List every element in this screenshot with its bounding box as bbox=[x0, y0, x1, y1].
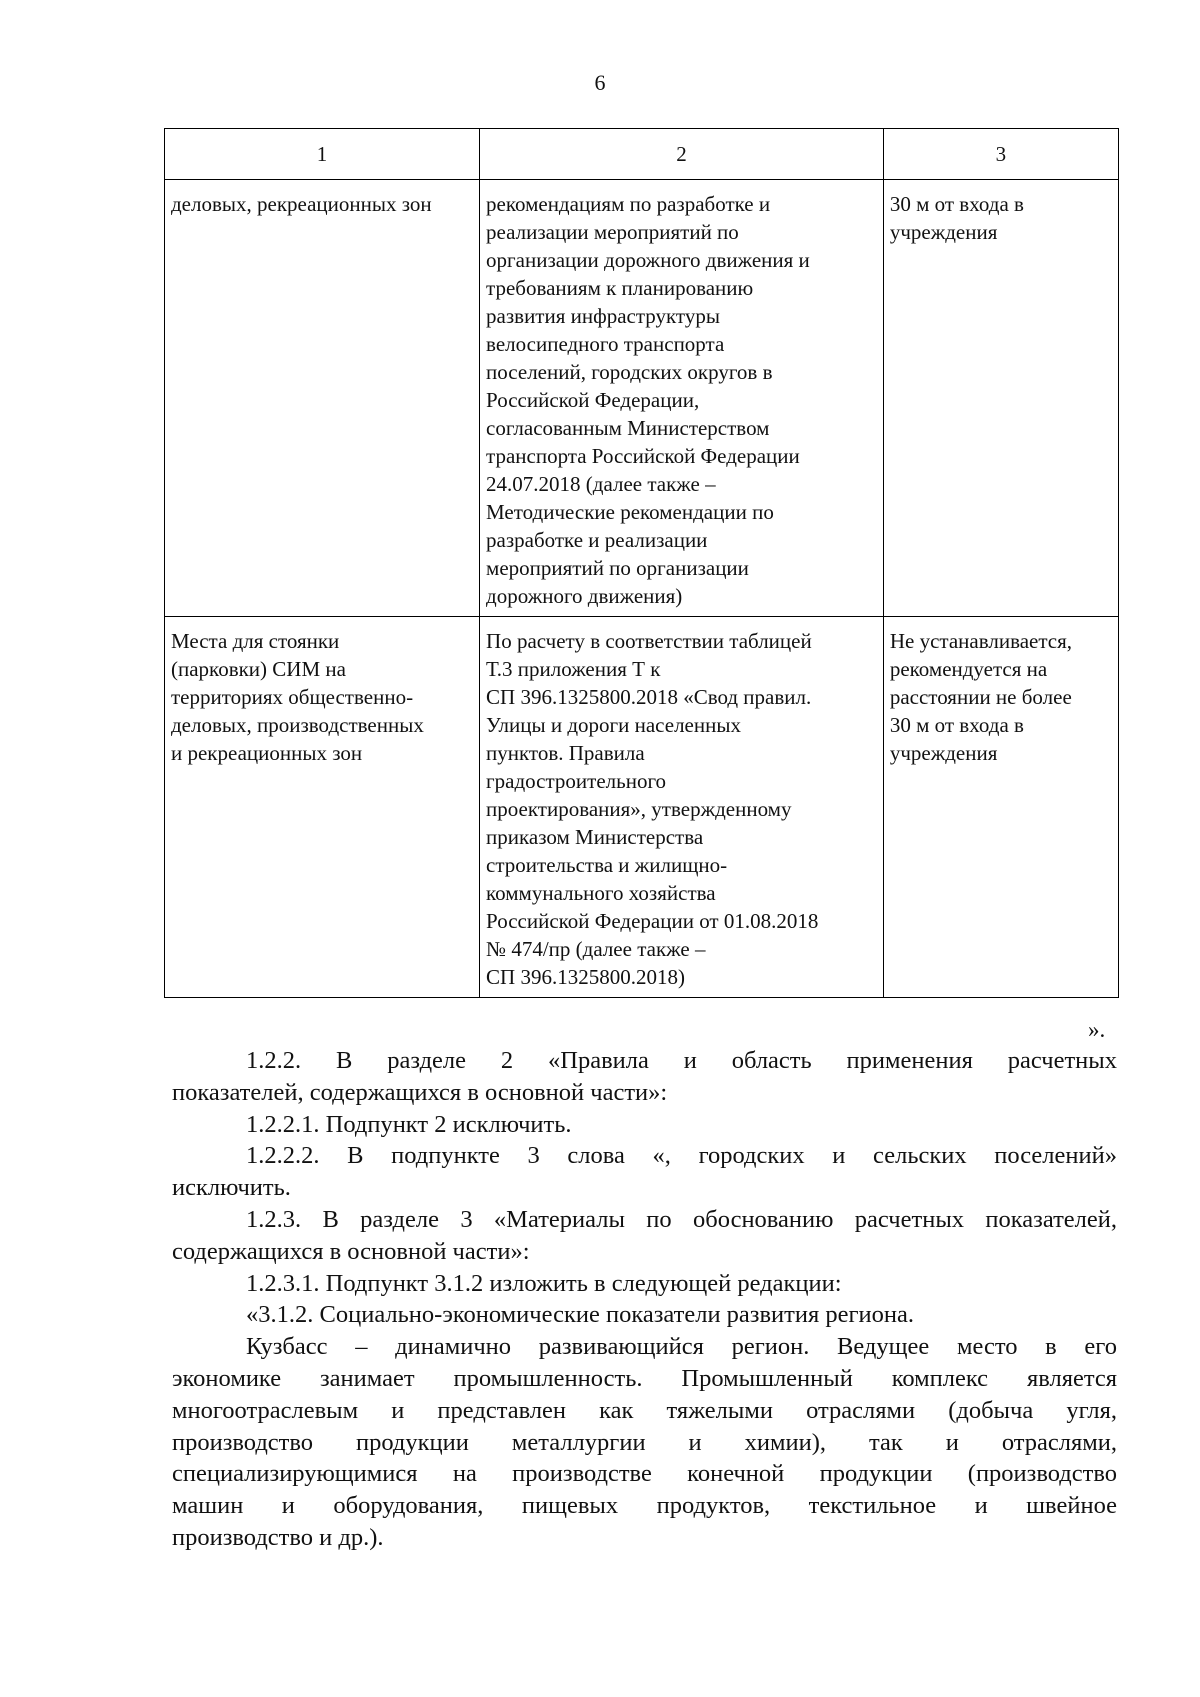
closing-quote: ». bbox=[1088, 1017, 1106, 1042]
cell-text-line: расстоянии не более bbox=[889, 685, 1072, 709]
cell-text-line: учреждения bbox=[889, 741, 998, 765]
paragraph-line: 1.2.3. В разделе 3 «Материалы по обоснованию расчетных показателей, bbox=[246, 1205, 1117, 1233]
paragraph-line: специализирующимися на производстве конечной продукции (производство bbox=[172, 1460, 1117, 1488]
cell-text-line: транспорта Российской Федерации bbox=[486, 444, 800, 468]
cell-text-line: Российской Федерации, bbox=[486, 388, 700, 412]
paragraph-line: Кузбасс – динамично развивающийся регион. Ведущее место в его bbox=[246, 1333, 1117, 1361]
cell-text-line: учреждения bbox=[889, 220, 998, 244]
cell-text-line: требованиям к планированию bbox=[486, 276, 754, 300]
paragraph-line: 1.2.2. В разделе 2 «Правила и область применения расчетных bbox=[246, 1047, 1117, 1074]
paragraph-line: «3.1.2. Социально-экономические показатели развития региона. bbox=[246, 1301, 915, 1329]
document-body bbox=[172, 1045, 1117, 1554]
paragraph bbox=[172, 1204, 1117, 1268]
table-cell bbox=[883, 617, 1118, 998]
cell-text-line: разработке и реализации bbox=[486, 528, 708, 552]
paragraph-line: 1.2.2.2. В подпункте 3 слова «, городских и сельских поселений» bbox=[246, 1142, 1117, 1170]
paragraph bbox=[172, 1299, 1117, 1331]
paragraph bbox=[172, 1109, 1117, 1141]
norms-table bbox=[164, 128, 1119, 998]
column-header-1: 1 bbox=[165, 129, 480, 180]
cell-text-line: СП 396.1325800.2018 «Свод правил. bbox=[486, 685, 812, 709]
cell-text-line: рекомендуется на bbox=[889, 657, 1048, 681]
cell-text-line: строительства и жилищно- bbox=[486, 853, 728, 877]
page-number: 6 bbox=[594, 70, 606, 95]
table-cell bbox=[165, 180, 480, 617]
cell-text-line: деловых, производственных bbox=[171, 713, 424, 737]
cell-text-line: коммунального хозяйства bbox=[486, 881, 716, 905]
cell-text-line: № 474/пр (далее также – bbox=[486, 937, 706, 961]
paragraph bbox=[172, 1331, 1117, 1554]
cell-text-line: Места для стоянки bbox=[171, 629, 340, 653]
cell-text-line: территориях общественно- bbox=[171, 685, 414, 709]
cell-text-line: градостроительного bbox=[486, 769, 667, 793]
table-row bbox=[165, 180, 1119, 617]
paragraph-line: исключить. bbox=[172, 1174, 291, 1202]
cell-text-line: мероприятий по организации bbox=[486, 556, 749, 580]
paragraph-line: 1.2.3.1. Подпункт 3.1.2 изложить в следующей редакции: bbox=[246, 1269, 842, 1297]
cell-text-line: приказом Министерства bbox=[486, 825, 704, 849]
paragraph-line: содержащихся в основной части»: bbox=[172, 1237, 530, 1265]
cell-text-line: организации дорожного движения и bbox=[486, 248, 810, 272]
cell-text-line: дорожного движения) bbox=[486, 584, 683, 608]
cell-text-line: рекомендациям по разработке и bbox=[486, 192, 771, 216]
table-header-row bbox=[165, 129, 1119, 180]
table-row bbox=[165, 617, 1119, 998]
cell-text-line: согласованным Министерством bbox=[486, 416, 770, 440]
cell-text-line: Методические рекомендации по bbox=[486, 500, 774, 524]
paragraph-line: многоотраслевым и представлен как тяжелыми отраслями (добыча угля, bbox=[172, 1396, 1117, 1424]
table-cell bbox=[480, 180, 884, 617]
cell-text-line: и рекреационных зон bbox=[171, 741, 363, 765]
table-cell bbox=[883, 180, 1118, 617]
cell-text-line: велосипедного транспорта bbox=[486, 332, 725, 356]
cell-text-line: поселений, городских округов в bbox=[486, 360, 773, 384]
paragraph-line: экономике занимает промышленность. Промышленный комплекс является bbox=[172, 1364, 1117, 1392]
cell-text-line: По расчету в соответствии таблицей bbox=[486, 629, 812, 653]
cell-text-line: 24.07.2018 (далее также – bbox=[486, 472, 716, 496]
cell-text-line: Улицы и дороги населенных bbox=[486, 713, 741, 737]
cell-text-line: пунктов. Правила bbox=[486, 741, 645, 765]
cell-text-line: развития инфраструктуры bbox=[486, 304, 720, 328]
paragraph bbox=[172, 1045, 1117, 1109]
paragraph-line: показателей, содержащихся в основной части»: bbox=[172, 1078, 668, 1106]
table-cell bbox=[165, 617, 480, 998]
table-cell bbox=[480, 617, 884, 998]
cell-text-line: СП 396.1325800.2018) bbox=[486, 965, 685, 989]
paragraph-line: производство и др.). bbox=[172, 1523, 384, 1551]
cell-text-line: Не устанавливается, bbox=[889, 629, 1073, 653]
cell-text-line: Российской Федерации от 01.08.2018 bbox=[486, 909, 819, 933]
cell-text-line: реализации мероприятий по bbox=[486, 220, 739, 244]
cell-text-line: деловых, рекреационных зон bbox=[171, 192, 432, 216]
column-header-2: 2 bbox=[480, 129, 884, 180]
paragraph bbox=[172, 1268, 1117, 1300]
paragraph-line: машин и оборудования, пищевых продуктов, текстильное и швейное bbox=[172, 1492, 1117, 1520]
cell-text-line: Т.3 приложения Т к bbox=[486, 657, 661, 681]
paragraph-line: производство продукции металлургии и химии), так и отраслями, bbox=[172, 1428, 1117, 1456]
cell-text-line: (парковки) СИМ на bbox=[171, 657, 346, 681]
cell-text-line: проектирования», утвержденному bbox=[486, 797, 792, 821]
column-header-3: 3 bbox=[883, 129, 1118, 180]
paragraph-line: 1.2.2.1. Подпункт 2 исключить. bbox=[246, 1110, 572, 1138]
cell-text-line: 30 м от входа в bbox=[889, 192, 1024, 216]
paragraph bbox=[172, 1140, 1117, 1204]
cell-text-line: 30 м от входа в bbox=[889, 713, 1024, 737]
